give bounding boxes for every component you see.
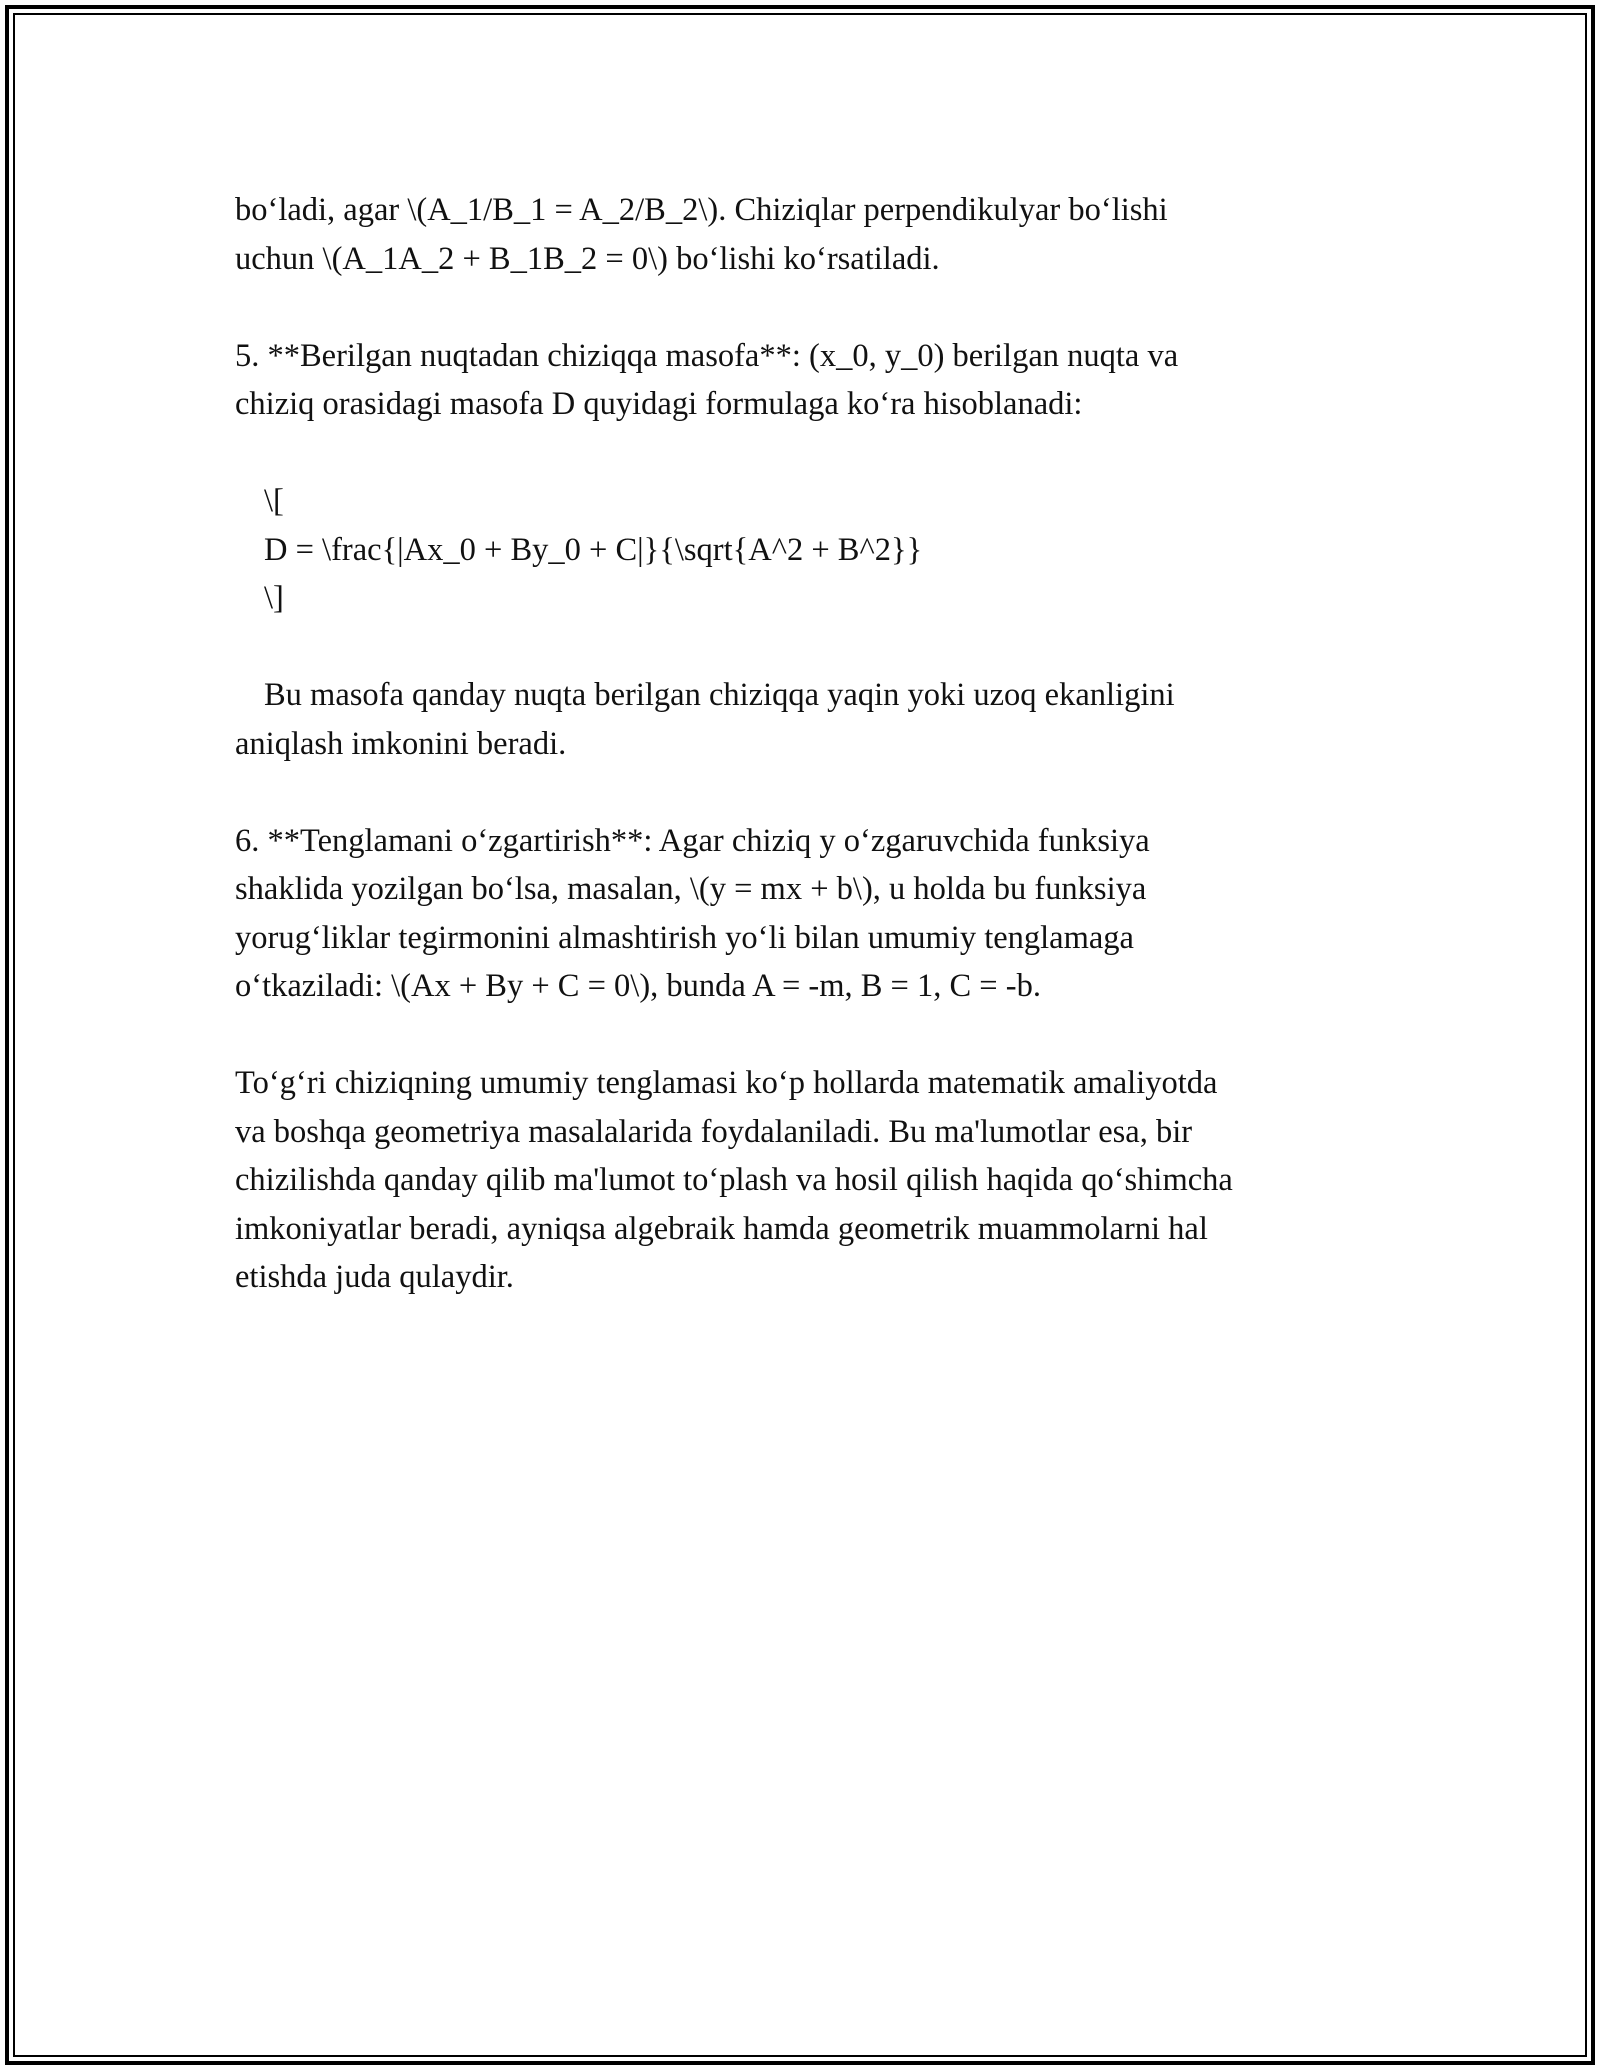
paragraph-point-line-distance (235, 332, 1375, 429)
formula-line: \] (264, 580, 284, 616)
formula-line: D = \frac{|Ax_0 + By_0 + C|}{\sqrt{A^2 + B^2}} (264, 531, 923, 568)
document-body (235, 186, 1375, 1350)
text-line: va boshqa geometriya masalalarida foydalaniladi. Bu ma'lumotlar esa, bir (235, 1113, 1193, 1150)
paragraph-distance-explanation (235, 671, 1375, 768)
text-line: shaklida yozilgan bo‘lsa, masalan, \(y = mx + b\), u holda bu funksiya (235, 871, 1147, 907)
formula-block (235, 477, 1375, 623)
paragraph-transform-equation (235, 817, 1375, 1011)
text-line: Bu masofa qanday nuqta berilgan chiziqqa yaqin yoki uzoq ekanligini (264, 677, 1175, 713)
formula-line: \[ (264, 483, 284, 519)
paragraph-parallel-perpendicular (235, 186, 1375, 283)
text-line: 5. **Berilgan nuqtadan chiziqqa masofa**: (x_0, y_0) berilgan nuqta va (235, 337, 1179, 374)
text-line: 6. **Tenglamani o‘zgartirish**: Agar chiziq y o‘zgaruvchida funksiya (235, 822, 1150, 859)
text-line: chizilishda qanday qilib ma'lumot to‘plash va hosil qilish haqida qo‘shimcha (235, 1162, 1233, 1198)
text-line: yorug‘liklar tegirmonini almashtirish yo‘li bilan umumiy tenglamaga (235, 919, 1134, 956)
text-line: bo‘ladi, agar \(A_1/B_1 = A_2/B_2\). Chiziqlar perpendikulyar bo‘lishi (235, 192, 1168, 228)
paragraph-conclusion (235, 1059, 1375, 1302)
text-line: aniqlash imkonini beradi. (235, 725, 567, 762)
text-line: chiziq orasidagi masofa D quyidagi formulaga ko‘ra hisoblanadi: (235, 386, 1083, 422)
text-line: etishda juda qulaydir. (235, 1259, 514, 1295)
text-line: o‘tkaziladi: \(Ax + By + C = 0\), bunda A = -m, B = 1, C = -b. (235, 968, 1041, 1004)
text-line: uchun \(A_1A_2 + B_1B_2 = 0\) bo‘lishi ko‘rsatiladi. (235, 240, 940, 277)
text-line: To‘g‘ri chiziqning umumiy tenglamasi ko‘p hollarda matematik amaliyotda (235, 1065, 1218, 1101)
text-line: imkoniyatlar beradi, ayniqsa algebraik hamda geometrik muammolarni hal (235, 1210, 1208, 1247)
